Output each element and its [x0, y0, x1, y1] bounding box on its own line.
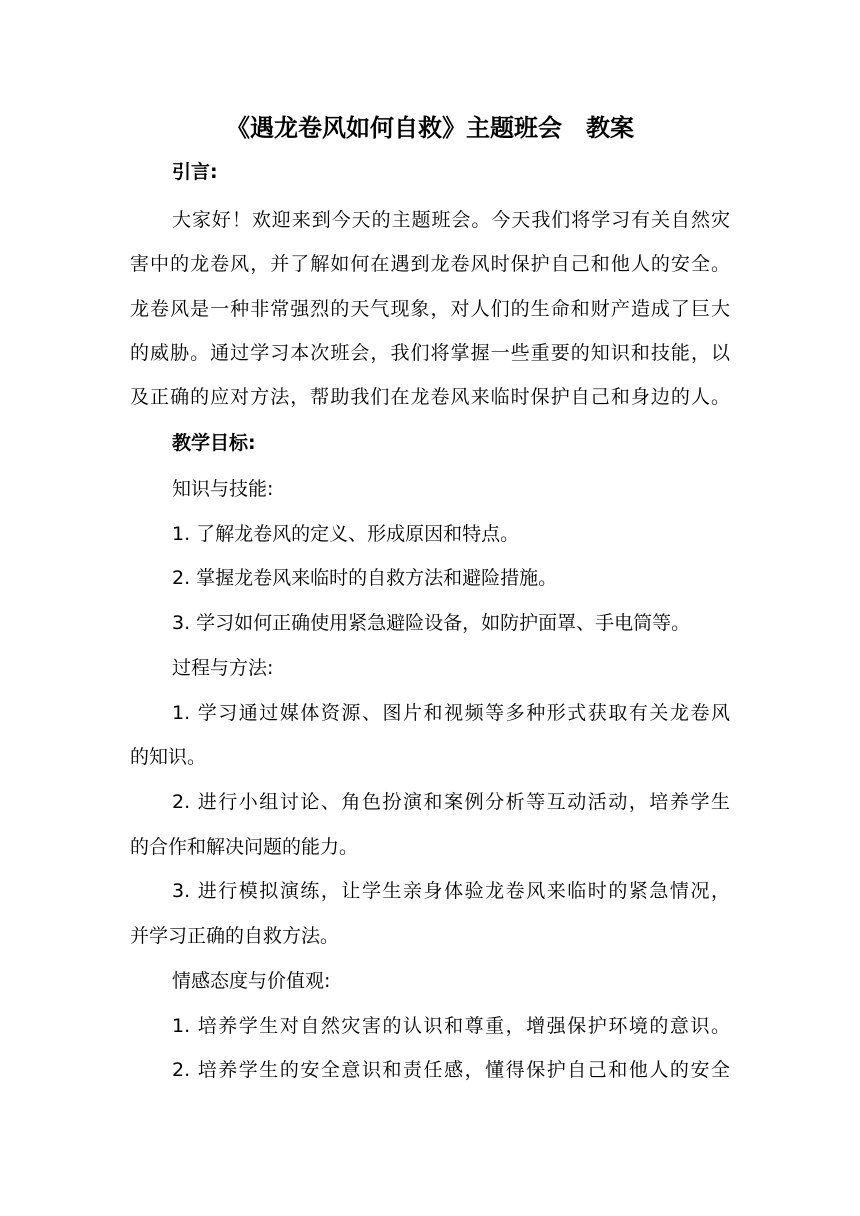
intro-line-1: 大家好！欢迎来到今天的主题班会。今天我们将学习有关自然灾 — [172, 209, 730, 231]
process-line-3: 2. 进行小组讨论、角色扮演和案例分析等互动活动，培养学生 — [172, 791, 730, 813]
knowledge-item-1: 1. 了解龙卷风的定义、形成原因和特点。 — [172, 523, 520, 545]
intro-line-3: 龙卷风是一种非常强烈的天气现象，对人们的生命和财产造成了巨大 — [130, 298, 730, 320]
process-line-2: 的知识。 — [130, 746, 207, 768]
emotion-heading: 情感态度与价值观: — [172, 970, 331, 992]
goals-heading: 教学目标: — [172, 432, 256, 454]
knowledge-item-3: 3. 学习如何正确使用紧急避险设备，如防护面罩、手电筒等。 — [172, 612, 691, 634]
intro-line-5: 及正确的应对方法，帮助我们在龙卷风来临时保护自己和身边的人。 — [130, 386, 730, 408]
emotion-item-1: 1. 培养学生对自然灾害的认识和尊重，增强保护环境的意识。 — [172, 1015, 730, 1037]
process-line-6: 并学习正确的自救方法。 — [130, 925, 340, 947]
process-line-1: 1. 学习通过媒体资源、图片和视频等多种形式获取有关龙卷风 — [172, 702, 730, 724]
emotion-item-2: 2. 培养学生的安全意识和责任感，懂得保护自己和他人的安全 — [172, 1059, 730, 1081]
knowledge-heading: 知识与技能: — [172, 478, 274, 500]
process-line-5: 3. 进行模拟演练，让学生亲身体验龙卷风来临时的紧急情况， — [172, 880, 730, 902]
intro-line-2: 害中的龙卷风，并了解如何在遇到龙卷风时保护自己和他人的安全。 — [130, 253, 730, 275]
intro-line-4: 的威胁。通过学习本次班会，我们将掌握一些重要的知识和技能，以 — [130, 342, 730, 364]
process-heading: 过程与方法: — [172, 657, 274, 679]
knowledge-item-2: 2. 掌握龙卷风来临时的自救方法和避险措施。 — [172, 567, 558, 589]
intro-heading: 引言: — [172, 161, 218, 183]
process-line-4: 的合作和解决问题的能力。 — [130, 836, 359, 858]
document-title: 《遇龙卷风如何自救》主题班会 教案 — [226, 114, 634, 142]
